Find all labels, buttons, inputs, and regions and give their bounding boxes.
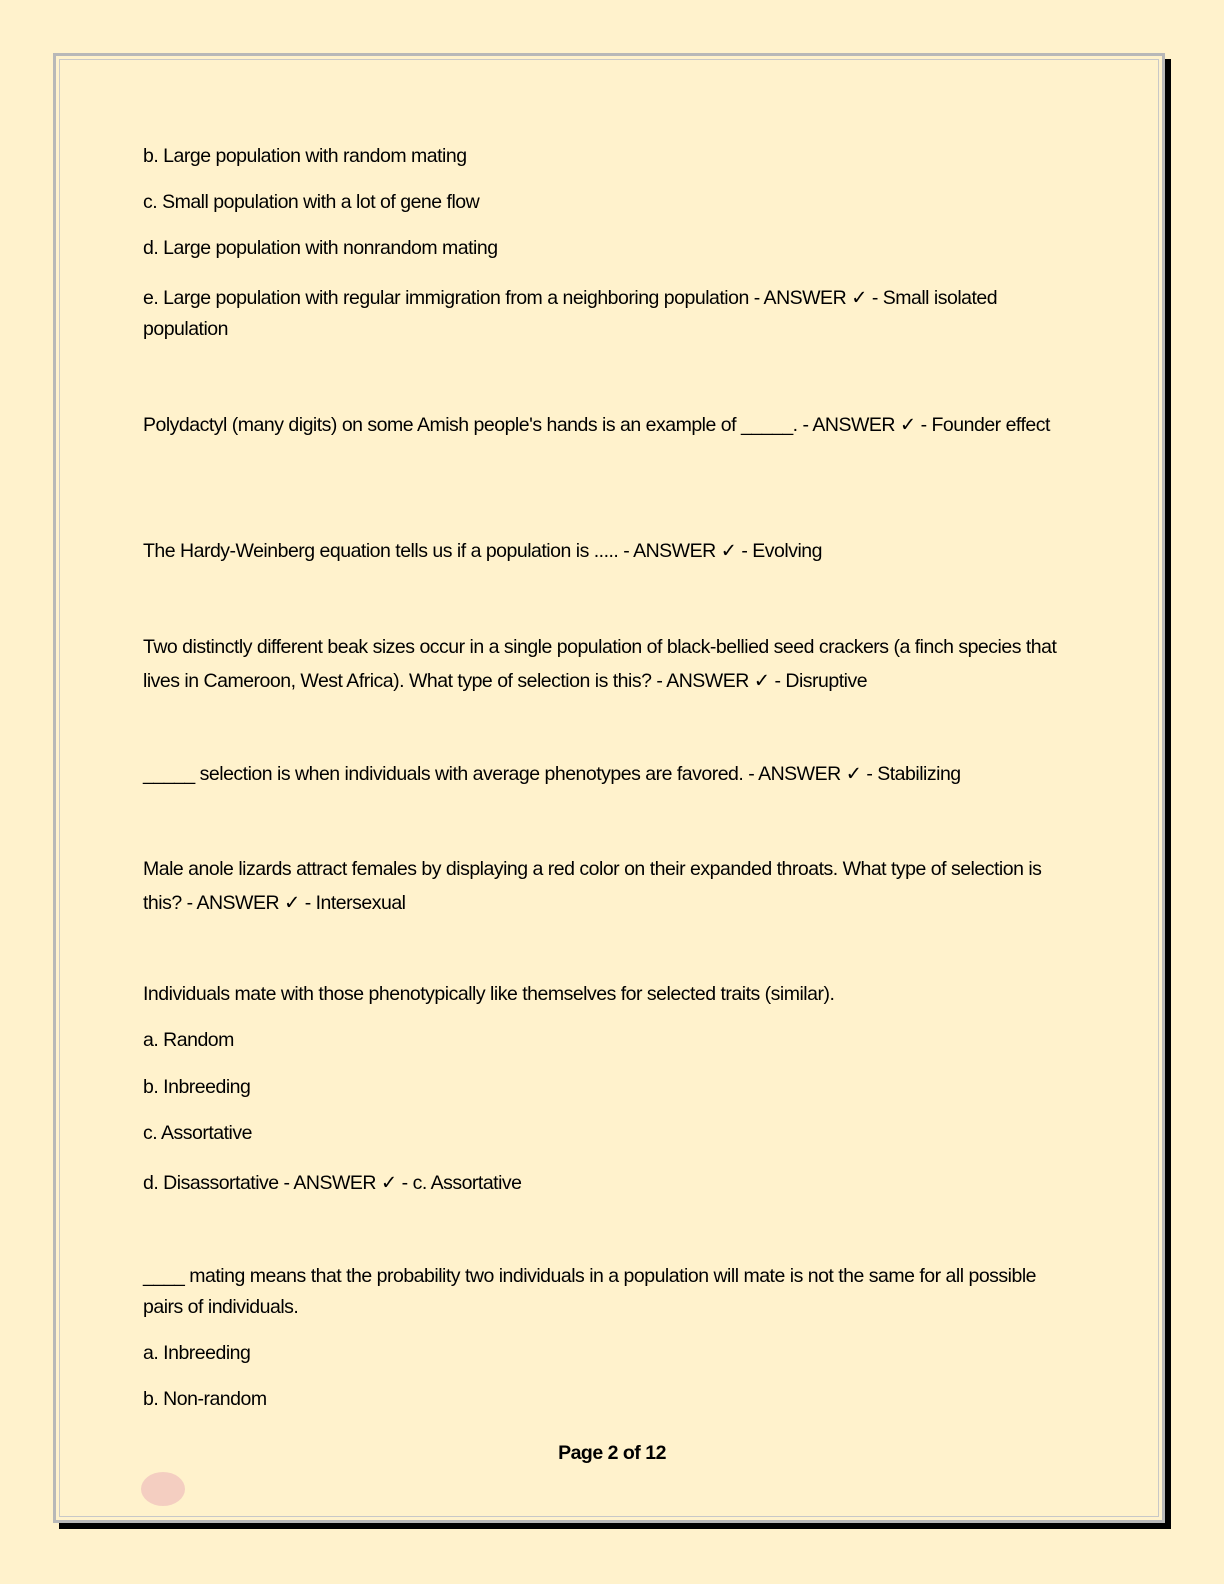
smudge-mark xyxy=(141,1472,185,1506)
question-nonrandom-mating: ____ mating means that the probability two individuals in a population will mate is not the same for all possible pairs of individuals. xyxy=(143,1265,1037,1318)
option-b-inbreeding: b. Inbreeding xyxy=(143,1076,251,1098)
page-number-prefix: Page xyxy=(558,1442,608,1464)
page-number xyxy=(0,1442,1224,1465)
page-number-current: 2 xyxy=(607,1442,618,1464)
question-stabilizing: _____ selection is when individuals with average phenotypes are favored. - ANSWER ✓ - Stabilizing xyxy=(143,763,961,785)
option-a-inbreeding: a. Inbreeding xyxy=(143,1342,251,1364)
option-d-with-answer: d. Disassortative - ANSWER ✓ - c. Assortative xyxy=(143,1172,522,1194)
option-b-non-random: b. Non-random xyxy=(143,1388,267,1410)
page-number-middle: of xyxy=(617,1442,646,1464)
option-c-small-gene-flow: c. Small population with a lot of gene flow xyxy=(143,191,480,213)
question-beak-sizes: Two distinctly different beak sizes occur in a single population of black-bellied seed crackers (a finch species that lives in Cameroon, West Africa). What type of selection is this? - ANSWER ✓ - Disruptive xyxy=(143,636,1057,692)
option-d-large-nonrandom: d. Large population with nonrandom mating xyxy=(143,237,498,259)
question-polydactyl: Polydactyl (many digits) on some Amish people's hands is an example of _____. - ANSWER ✓ - Founder effect xyxy=(143,414,1050,436)
option-e-with-answer: e. Large population with regular immigration from a neighboring population - ANSWER ✓ - Small isolated population xyxy=(143,287,998,340)
question-hardy-weinberg: The Hardy-Weinberg equation tells us if a population is ..... - ANSWER ✓ - Evolving xyxy=(143,540,822,562)
question-phenotypic-mating: Individuals mate with those phenotypically like themselves for selected traits (similar). xyxy=(143,983,835,1005)
option-a-random: a. Random xyxy=(143,1029,234,1051)
option-c-assortative: c. Assortative xyxy=(143,1122,252,1144)
option-b-large-random: b. Large population with random mating xyxy=(143,145,467,167)
page-number-total: 12 xyxy=(645,1442,666,1464)
question-anole-lizards: Male anole lizards attract females by displaying a red color on their expanded throats. What type of selection is this? - ANSWER ✓ - Intersexual xyxy=(143,858,1042,914)
